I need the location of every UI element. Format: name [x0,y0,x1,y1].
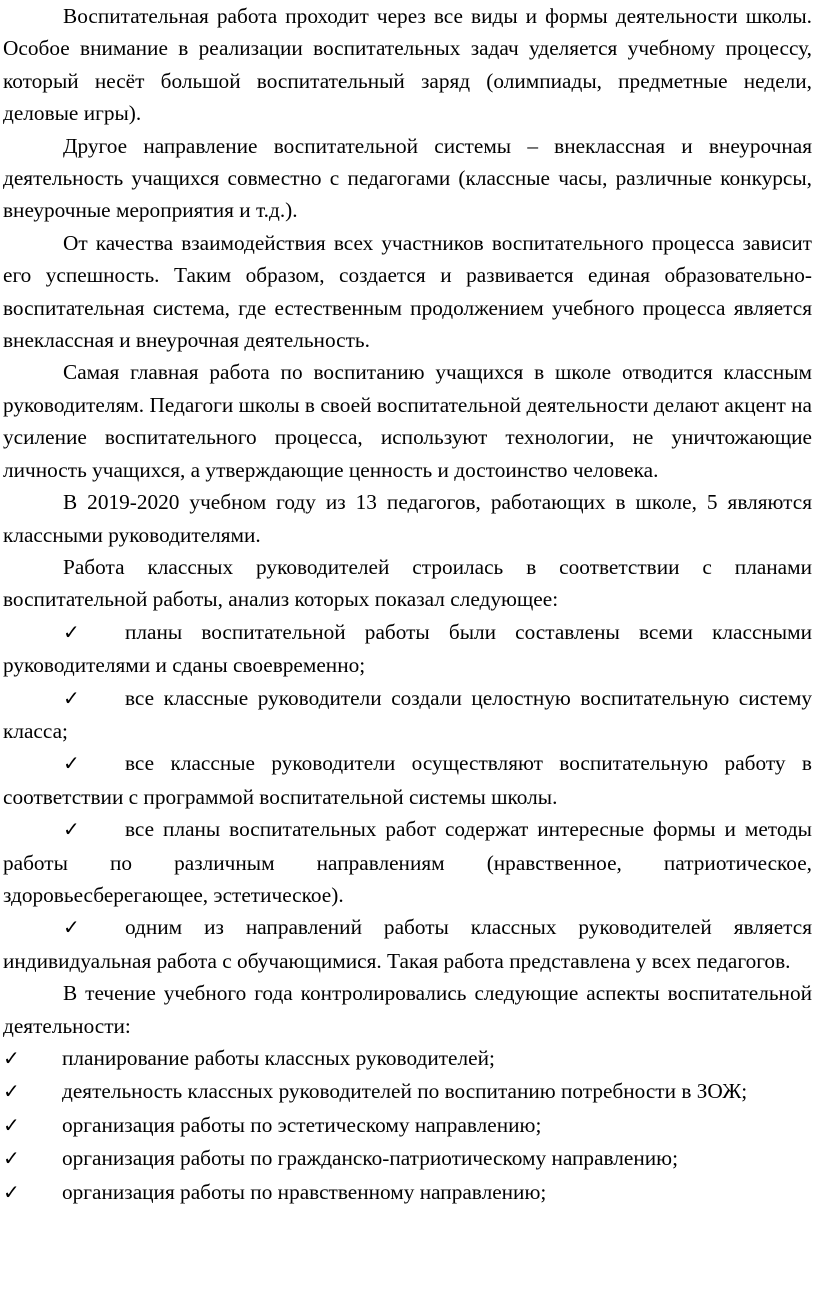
checkmark-icon: ✓ [3,1181,20,1204]
list-item-text: все классные руководители осуществляют воспитательную работу в соответствии с программой воспитательной системы школы. [3,751,812,809]
list-item [0,911,812,977]
list-item-text: организация работы по нравственному направлению; [62,1179,547,1204]
list-item-text: организация работы по эстетическому направлению; [62,1112,542,1137]
checkmark-icon: ✓ [3,1048,20,1070]
control-intro: В течение учебного года контролировались следующие аспекты воспитательной деятельности: [3,981,812,1038]
checkmark-icon: ✓ [3,1114,20,1137]
checkmark-icon: ✓ [63,917,80,940]
paragraph-4: Самая главная работа по воспитанию учащихся в школе отводится классным руководителям. Педагоги школы в своей воспитательной деятельности делают акцент на усиление воспитательного процесса, используют технологии, не уничтожающие личность учащихся, а утверждающие ценность и достоинство человека. [3,360,812,482]
paragraph-2: Другое направление воспитательной системы – внеклассная и внеурочная деятельность учащихся совместно с педагогами (классные часы, различные конкурсы, внеурочные мероприятия и т.д.). [3,133,812,223]
paragraph-1: Воспитательная работа проходит через все виды и формы деятельности школы. Особое внимание в реализации воспитательных задач уделяется учебному процессу, который несёт большой воспитательный заряд (олимпиады, предметные недели, деловые игры). [3,4,812,126]
list-item [0,813,812,911]
list-item-text: организация работы по гражданско-патриотическому направлению; [62,1146,678,1171]
list-item [0,747,812,813]
list-item [0,1176,812,1209]
analysis-list [0,616,812,977]
paragraph-3: От качества взаимодействия всех участников воспитательного процесса зависит его успешность. Таким образом, создается и развивается единая образовательно-воспитательная система, где естественным продолжением учебного процесса является внеклассная и внеурочная деятельность. [3,230,812,353]
paragraph-6: Работа классных руководителей строилась в соответствии с планами воспитательной работы, анализ которых показал следующее: [3,554,812,612]
list-item [0,1142,812,1175]
list-item [0,1109,812,1142]
list-item [0,1075,812,1108]
checkmark-icon: ✓ [63,687,80,710]
list-item-text: одним из направлений работы классных руководителей является индивидуальная работа с обучающимися. Такая работа представлена у всех педагогов. [3,915,812,973]
checkmark-icon: ✓ [3,1148,20,1171]
paragraph-5: В 2019-2020 учебном году из 13 педагогов, работающих в школе, 5 являются классными руководителями. [3,490,812,547]
list-item-text: планирование работы классных руководителей; [62,1046,495,1070]
list-item-text: все планы воспитательных работ содержат интересные формы и методы работы по различным направлениям (нравственное, патриотическое, здоровьесберегающее, эстетическое). [3,817,812,907]
control-list [0,1042,812,1209]
list-item-text: планы воспитательной работы были составлены всеми классными руководителями и сданы своевременно; [3,619,812,678]
checkmark-icon: ✓ [63,753,80,776]
list-item-text: все классные руководители создали целостную воспитательную систему класса; [3,685,812,743]
list-item-text: деятельность классных руководителей по воспитанию потребности в ЗОЖ; [62,1079,748,1104]
checkmark-icon: ✓ [63,819,80,842]
checkmark-icon: ✓ [3,1081,20,1104]
list-item [0,682,812,748]
list-item [0,1042,812,1075]
checkmark-icon: ✓ [63,621,80,644]
list-item [0,616,812,682]
